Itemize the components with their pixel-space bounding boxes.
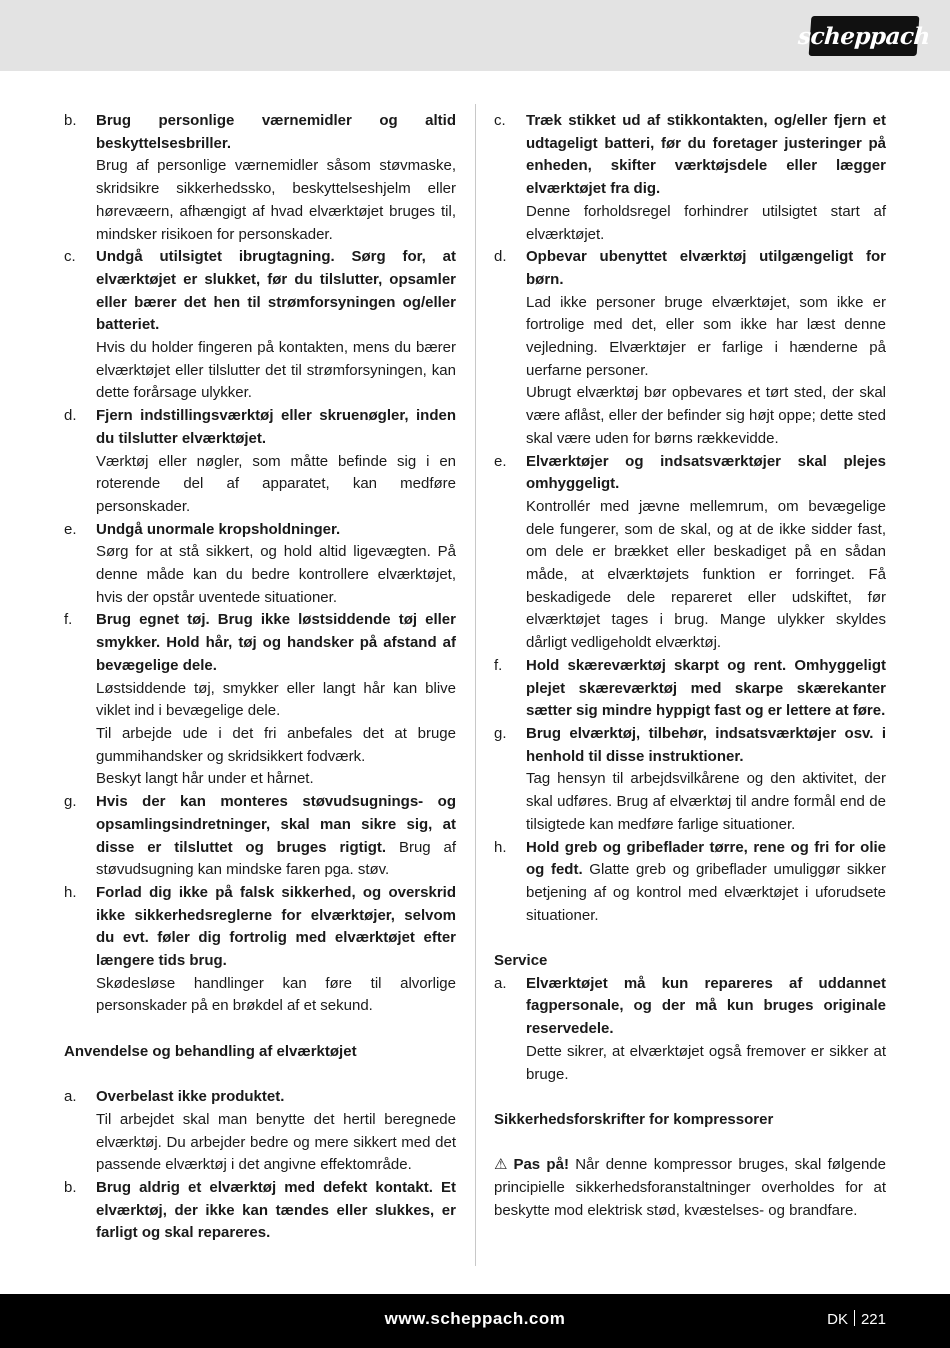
page-number: DK 221 (827, 1311, 886, 1328)
right-column (494, 110, 886, 1222)
footer-url: www.scheppach.com (384, 1309, 566, 1328)
list-item: g. Brug elværktøj, tilbehør, indsatsværktøjer osv. i henhold til disse instruktioner. Tag hensyn til arbejdsvilkårene og den aktivitet, der skal udføres. Brug af elværktøj til andre formål end de tilsigtede kan medføre farlige situationer. (494, 724, 886, 833)
list-item: b. Brug aldrig et elværktøj med defekt kontakt. Et elværktøj, der ikke kan tændes eller slukkes, er farligt og skal repareres. (64, 1179, 456, 1242)
list-item: f. Hold skæreværktøj skarpt og rent. Omhyggeligt plejet skæreværktøj med skarpe skærekanter sætter sig mindre hyppigt fast og er lettere at føre. (494, 656, 886, 720)
scheppach-logo: scheppach (809, 16, 920, 56)
list-item: h. Forlad dig ikke på falsk sikkerhed, og overskrid ikke sikkerhedsreglerne for elværktøjer, selvom du evt. føler dig fortrolig med elværktøjet efter længere tids brug. Skødesløse handlinger kan føre til alvorlige personskader på en brøkdel af et sekund. (64, 883, 456, 1015)
left-column (64, 110, 456, 1245)
compressor-heading: Sikkerhedsforskrifter for kompressorer (494, 1110, 774, 1128)
list-item: d. Opbevar ubenyttet elværktøj utilgængeligt for børn. Lad ikke personer bruge elværktøjet, som ikke er fortrolige med det, eller som ikke har læst denne vejledning. Elværktøjer er farlige i hænderne på uerfarne personer. Ubrugt elværktøj bør opbevares et tørt sted, der skal være aflåst, eller der befinder sig højt oppe; dette sted skal være uden for børns rækkevidde. (494, 248, 886, 447)
list-item: d. Fjern indstillingsværktøj eller skruenøgler, inden du tilslutter elværktøjet. Værktøj eller nøgler, som måtte befinde sig i en roterende del af apparatet, kan medføre personskader. (64, 407, 456, 515)
warning-triangle-icon: ⚠ (494, 1156, 508, 1174)
header-bar (0, 0, 950, 71)
footer-bar (0, 1294, 950, 1348)
list-item: b. Brug personlige værnemidler og altid beskyttelsesbriller. Brug af personlige værnemidler såsom støvmaske, skridsikre sikkerhedssko, beskyttelseshjelm eller hørevæern, afhængigt af hvad elværktøjet bruges til, mindsker risikoen for personskader. (64, 112, 456, 243)
list-item: a. Elværktøjet må kun repareres af uddannet fagpersonale, og der må kun bruges originale reservedele. Dette sikrer, at elværktøjet også fremover er sikker at bruge. (494, 974, 886, 1083)
column-divider (475, 104, 476, 1266)
list-item: a. Overbelast ikke produktet. Til arbejdet skal man benytte det hertil beregnede elværktøj. Du arbejder bedre og mere sikkert med det passende elværktøj i det angivne effektområde. (64, 1088, 456, 1174)
list-item: e. Elværktøjer og indsatsværktøjer skal plejes omhyggeligt. Kontrollér med jævne mellemrum, om bevægelige dele fungerer, som de skal, og at de ikke sidder fast, om dele er brækket eller beskadiget på en sådan måde, at elværktøjets funktion er forringet. Få beskadigede dele repareret eller udskiftet, før elværktøjet tages i brug. Mange ulykker skyldes dårligt vedligeholdt elværktøj. (494, 452, 886, 652)
list-item: c. Træk stikket ud af stikkontakten, og/eller fjern et udtageligt batteri, før du foretager justeringer på enheden, skifter værktøjsdele eller lægger elværktøjet fra dig. Denne forholdsregel forhindrer utilsigtet start af elværktøjet. (494, 112, 886, 243)
list-item: h. Hold greb og gribeflader tørre, rene og fri for olie og fedt. Glatte greb og gribeflader umuliggør sikker betjening af og kontrol med elværktøjet i uforudsete situationer. (494, 838, 886, 924)
warning-paragraph: ⚠ Pas på! Når denne kompressor bruges, skal følgende principielle sikkerhedsforanstaltninger overholdes for at beskytte mod elektrisk stød, kvæstelses- og brandfare. (494, 1156, 886, 1219)
list-item: f. Brug egnet tøj. Brug ikke løstsiddende tøj eller smykker. Hold hår, tøj og handsker på afstand af bevægelige dele. Løstsiddende tøj, smykker eller langt hår kan blive viklet ind i bevægelige dele. Til arbejde ude i det fri anbefales det at bruge gummihandsker og skridsikkert fodværk. Beskyt langt hår under et hårnet. (64, 611, 456, 788)
service-heading: Service (494, 952, 548, 969)
list-item: e. Undgå unormale kropsholdninger. Sørg for at stå sikkert, og hold altid ligevægten. På denne måde kan du bedre kontrollere elværktøjet, hvis der opstår uventede situationer. (64, 520, 456, 606)
list-item: c. Undgå utilsigtet ibrugtagning. Sørg for, at elværktøjet er slukket, før du tilslutter, opsamler eller bærer det hen til strømforsyningen og/eller batteriet. Hvis du holder fingeren på kontakten, mens du bærer elværktøjet eller tilslutter det til strømforsyningen, kan dette forårsage ulykker. (64, 248, 456, 402)
section-heading: Anvendelse og behandling af elværktøjet (64, 1042, 357, 1060)
list-item: g. Hvis der kan monteres støvudsugnings- og opsamlingsindretninger, skal man sikre sig, at disse er tilsluttet og bruges rigtigt. Brug af støvudsugning kan mindske faren pga. støv. (64, 793, 457, 879)
